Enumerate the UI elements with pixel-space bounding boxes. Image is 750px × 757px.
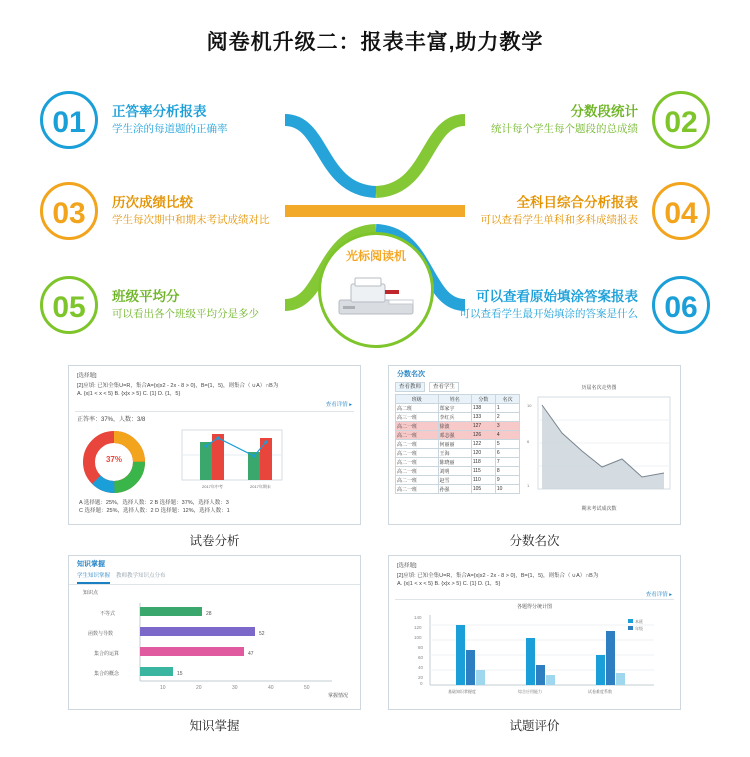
- svg-text:10: 10: [160, 685, 166, 691]
- table-row[interactable]: [396, 413, 520, 422]
- th-rank: 名次: [495, 395, 519, 404]
- svg-text:函数与导数: 函数与导数: [88, 631, 114, 637]
- svg-text:10: 10: [527, 403, 532, 408]
- svg-text:40: 40: [268, 685, 274, 691]
- cell-class: 高二班: [396, 404, 439, 413]
- svg-text:0: 0: [420, 681, 423, 686]
- panel-title-knowledge: 知识掌握: [77, 561, 105, 568]
- question-tag: [选择题]: [397, 563, 417, 569]
- svg-text:综合应用能力: 综合应用能力: [518, 689, 542, 694]
- svg-text:47: 47: [248, 651, 254, 657]
- donut-chart: [83, 431, 145, 493]
- feature-node-04: [460, 182, 710, 240]
- detail-link[interactable]: 查看详情 ▸: [645, 592, 672, 598]
- feature-desc: 可以看出各个班级平均分是多少: [112, 308, 259, 320]
- table-row[interactable]: [396, 485, 520, 494]
- cell-rank: 10: [495, 485, 519, 494]
- cell-class: 高二一班: [396, 476, 439, 485]
- svg-text:2017年中考: 2017年中考: [202, 484, 223, 489]
- feature-number: 06: [652, 276, 710, 334]
- card-paper-analysis[interactable]: [68, 365, 361, 525]
- svg-text:28: 28: [206, 611, 212, 617]
- cell-class: 高二一班: [396, 440, 439, 449]
- center-node: [318, 232, 434, 348]
- feature-node-03: [40, 182, 290, 240]
- answer-stat-1: A 选择题：25%，选择人数：2 B 选择题：37%，选择人数：3: [79, 500, 229, 506]
- feature-number: 02: [652, 91, 710, 149]
- feature-desc: 可以查看学生单科和多科成绩报表: [480, 214, 638, 226]
- chart-xlabel-knowledge: 掌握情况: [327, 693, 348, 699]
- page-title: 阅卷机升级二：报表丰富,助力教学: [206, 31, 544, 54]
- svg-text:集合的概念: 集合的概念: [94, 671, 120, 677]
- th-score: 分数: [471, 395, 495, 404]
- card-caption-knowledge: 知识掌握: [189, 719, 240, 733]
- table-row[interactable]: [396, 440, 520, 449]
- table-row[interactable]: [396, 449, 520, 458]
- feature-node-02: [460, 91, 710, 149]
- answer-stat-2: C 选择题：25%，选择人数：2 D 选择题：12%，选择人数：1: [79, 508, 230, 514]
- cell-class: 高二一班: [396, 485, 439, 494]
- svg-text:100: 100: [414, 635, 422, 640]
- cell-score: 115: [471, 467, 495, 476]
- question-line-2: A. {x|1 < x < 5} B. {x|x > 5} C. {1} D. {1，5}: [77, 391, 181, 397]
- th-class: 班级: [396, 395, 439, 404]
- cell-class: 高二一班: [396, 458, 439, 467]
- card-knowledge-mastery[interactable]: [68, 555, 361, 710]
- table-row[interactable]: [396, 458, 520, 467]
- cell-rank: 5: [495, 440, 519, 449]
- feature-desc: 学生每次期中和期末考试成绩对比: [112, 214, 270, 226]
- knowledge-bar-chart: [73, 597, 345, 693]
- card-question-evaluation[interactable]: [388, 555, 681, 710]
- card-caption-paper-analysis: 试卷分析: [189, 534, 240, 548]
- cell-name: 王海: [438, 449, 471, 458]
- rank-trend-area-chart: [524, 392, 674, 504]
- cell-class: 高二一班: [396, 422, 439, 431]
- cell-name: 陈晓丽: [438, 458, 471, 467]
- svg-text:试卷难度系数: 试卷难度系数: [588, 689, 612, 694]
- center-label: 光标阅读机: [345, 249, 406, 263]
- table-row[interactable]: [396, 476, 520, 485]
- feature-title: 可以查看原始填涂答案报表: [476, 289, 638, 304]
- area-chart-xlabel: 期末考试成次数: [581, 506, 617, 512]
- feature-diagram: [0, 80, 750, 360]
- svg-text:30: 30: [232, 685, 238, 691]
- scanner-icon: [333, 270, 419, 322]
- cell-score: 122: [471, 440, 495, 449]
- table-row[interactable]: [396, 431, 520, 440]
- feature-node-05: [40, 276, 290, 334]
- svg-text:本班: 本班: [635, 619, 643, 624]
- table-row[interactable]: [396, 422, 520, 431]
- feature-desc: 统计每个学生每个题段的总成绩: [491, 123, 638, 135]
- svg-text:60: 60: [418, 655, 424, 660]
- cell-name: 徐波: [438, 422, 471, 431]
- feature-number: 01: [40, 91, 98, 149]
- svg-text:140: 140: [414, 615, 422, 620]
- question-line-1: [2]应填: 已知全集U=R，集合A={x|x2 - 2x - 8 > 0}，B={1，5}，则集合（ ∪A）∩B为: [77, 383, 279, 389]
- card-score-rank[interactable]: [388, 365, 681, 525]
- svg-text:不等式: 不等式: [100, 611, 116, 617]
- report-cards: [0, 365, 750, 745]
- cell-name: 赵雪: [438, 476, 471, 485]
- svg-text:52: 52: [259, 631, 265, 637]
- feature-node-01: [40, 91, 290, 149]
- tab-teacher-knowledge[interactable]: 教师教学知识点分布: [116, 573, 166, 579]
- question-line-2: A. {x|1 < x < 5} B. {x|x > 5} C. {1} D. {1，5}: [397, 581, 501, 587]
- cell-name: 孙强: [438, 485, 471, 494]
- cell-name: 李红兵: [438, 413, 471, 422]
- cell-score: 110: [471, 476, 495, 485]
- donut-center-label: 37%: [105, 454, 122, 464]
- tab-view-teacher[interactable]: 查看教师: [395, 382, 425, 392]
- feature-desc: 可以查看学生最开始填涂的答案是什么: [459, 308, 638, 320]
- cell-class: 高三一班: [396, 413, 439, 422]
- cell-name: 何丽丽: [438, 440, 471, 449]
- cell-score: 133: [471, 413, 495, 422]
- cell-class: 高二一班: [396, 449, 439, 458]
- svg-text:6: 6: [527, 439, 530, 444]
- question-tag: [选择题]: [77, 373, 97, 379]
- cell-rank: 3: [495, 422, 519, 431]
- cell-rank: 9: [495, 476, 519, 485]
- cell-score: 105: [471, 485, 495, 494]
- panel-title-score-rank: 分数名次: [397, 371, 425, 378]
- feature-number: 05: [40, 276, 98, 334]
- stats-line: 正答率：37%，人数：3/8: [77, 417, 146, 423]
- cell-rank: 6: [495, 449, 519, 458]
- chart-ylabel-knowledge: 知识点: [83, 590, 99, 596]
- svg-text:50: 50: [304, 685, 310, 691]
- feature-title: 全科目综合分析报表: [516, 195, 638, 210]
- svg-text:40: 40: [418, 665, 424, 670]
- score-rank-table: [395, 394, 520, 494]
- cell-class: 高二一班: [396, 431, 439, 440]
- svg-text:20: 20: [196, 685, 202, 691]
- chart-title-evaluation: 各题得分统计图: [516, 604, 552, 610]
- svg-text:集合的运算: 集合的运算: [94, 651, 120, 657]
- cell-rank: 1: [495, 404, 519, 413]
- feature-number: 04: [652, 182, 710, 240]
- cell-name: 邓志强: [438, 431, 471, 440]
- evaluation-bar-chart: [395, 611, 667, 703]
- cell-name: 郑家宇: [438, 404, 471, 413]
- card-caption-evaluation: 试题评价: [509, 719, 560, 733]
- svg-text:120: 120: [414, 625, 422, 630]
- cell-class: 高二一班: [396, 467, 439, 476]
- card-caption-score-rank: 分数名次: [509, 534, 560, 548]
- cell-score: 127: [471, 422, 495, 431]
- cell-rank: 2: [495, 413, 519, 422]
- table-row[interactable]: [396, 467, 520, 476]
- cell-score: 118: [471, 458, 495, 467]
- cell-rank: 4: [495, 431, 519, 440]
- feature-title: 历次成绩比较: [112, 195, 193, 210]
- detail-link[interactable]: 查看详情 ▸: [325, 402, 352, 408]
- svg-text:20: 20: [418, 675, 424, 680]
- cell-score: 120: [471, 449, 495, 458]
- feature-desc: 学生涂的每道题的正确率: [112, 123, 228, 135]
- cell-score: 126: [471, 431, 495, 440]
- question-line-1: [2]应填: 已知全集U=R，集合A={x|x2 - 2x - 8 > 0}，B={1，5}，则集合（ ∪A）∩B为: [397, 573, 599, 579]
- svg-text:2017年期末: 2017年期末: [250, 484, 271, 489]
- th-name: 姓名: [438, 395, 471, 404]
- tab-view-student[interactable]: 查看学生: [429, 382, 459, 392]
- area-chart-title: 历届名次走势图: [581, 385, 617, 391]
- tab-student-knowledge[interactable]: 学生知识掌握: [77, 572, 110, 584]
- cell-rank: 8: [495, 467, 519, 476]
- feature-number: 03: [40, 182, 98, 240]
- comparison-bar-chart: [161, 426, 291, 497]
- feature-title: 正答率分析报表: [112, 104, 207, 119]
- svg-text:基础知识掌握度: 基础知识掌握度: [448, 689, 476, 694]
- cell-rank: 7: [495, 458, 519, 467]
- feature-title: 班级平均分: [112, 289, 180, 304]
- cell-name: 刘明: [438, 467, 471, 476]
- svg-text:80: 80: [418, 645, 424, 650]
- feature-title: 分数段统计: [570, 104, 638, 119]
- svg-text:1: 1: [527, 483, 530, 488]
- table-row[interactable]: [396, 404, 520, 413]
- svg-text:15: 15: [177, 671, 183, 677]
- cell-score: 138: [471, 404, 495, 413]
- svg-text:年级: 年级: [635, 626, 643, 631]
- feature-node-06: [440, 276, 710, 334]
